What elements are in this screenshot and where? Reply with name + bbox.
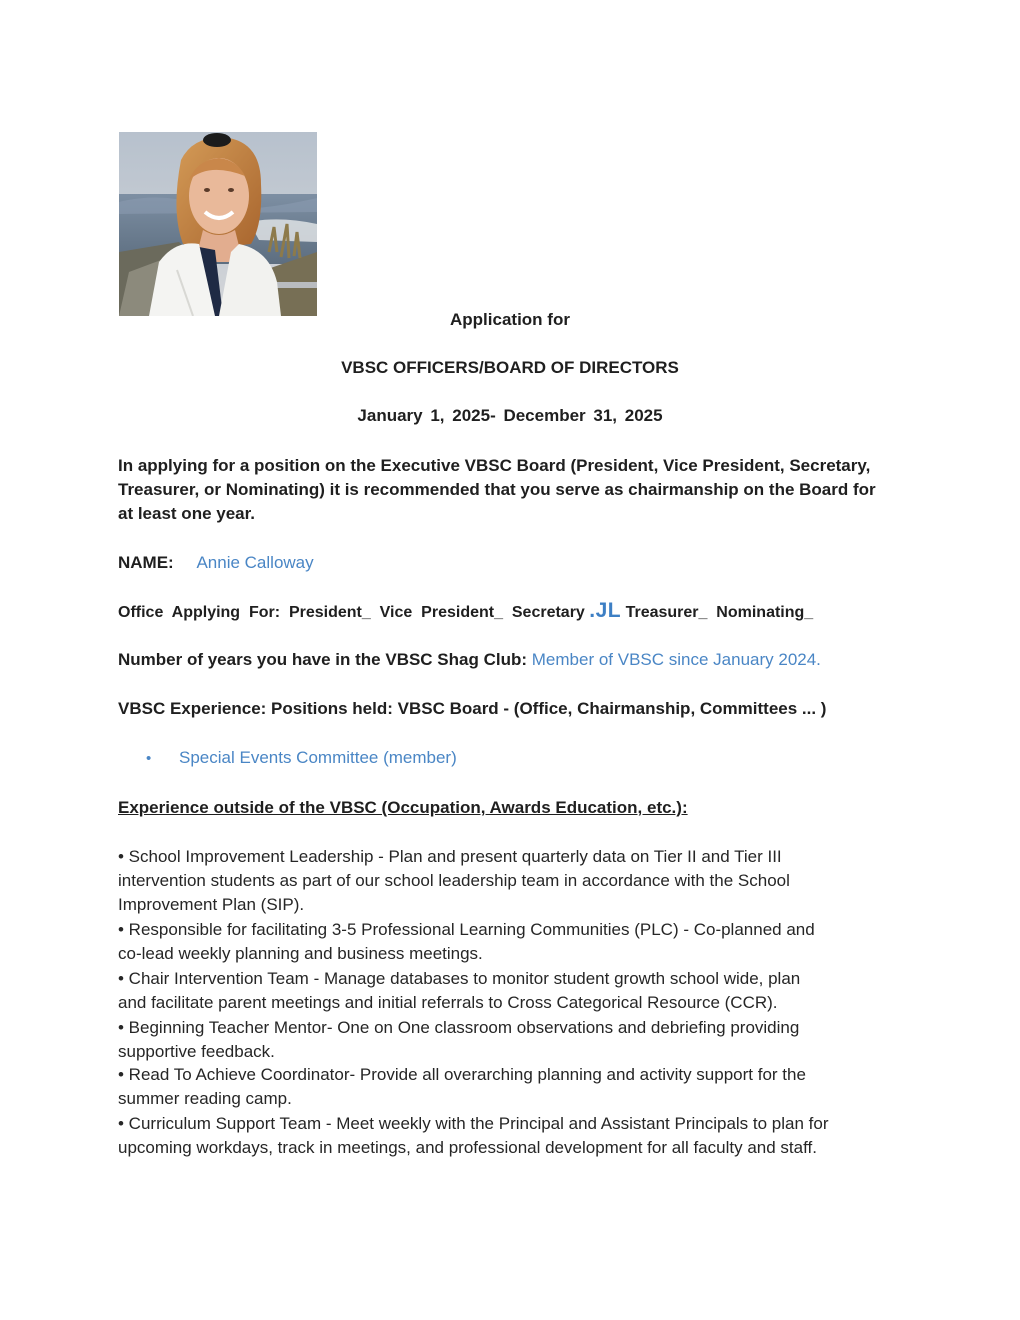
- years-label: Number of years you have in the VBSC Shag Club:: [118, 650, 528, 669]
- applicant-photo: [119, 132, 317, 316]
- outside-line: • Chair Intervention Team - Manage databases to monitor student growth school wide, plan: [118, 969, 801, 988]
- application-title: Application for: [450, 310, 570, 329]
- office-rest: Treasurer_ Nominating_: [625, 604, 814, 621]
- outside-line: upcoming workdays, track in meetings, and professional development for all faculty and staff.: [118, 1138, 817, 1157]
- name-value: Annie Calloway: [196, 553, 314, 572]
- years-row: [118, 648, 898, 672]
- form-heading: VBSC OFFICERS/BOARD OF DIRECTORS: [341, 358, 679, 377]
- outside-line: and facilitate parent meetings and initial referrals to Cross Categorical Resource (CCR).: [118, 993, 778, 1012]
- name-label: NAME:: [118, 553, 174, 572]
- office-row: [118, 599, 898, 625]
- outside-line: intervention students as part of our school leadership team in accordance with the School: [118, 871, 790, 890]
- name-row: [118, 551, 898, 575]
- outside-line: Improvement Plan (SIP).: [118, 895, 305, 914]
- outside-line: supportive feedback.: [118, 1042, 275, 1061]
- vbsc-experience-label: VBSC Experience: Positions held: VBSC Board - (Office, Chairmanship, Committees ... ): [118, 699, 827, 718]
- outside-line: • Beginning Teacher Mentor- One on One classroom observations and debriefing providing: [118, 1018, 800, 1037]
- outside-line: co-lead weekly planning and business meetings.: [118, 944, 483, 963]
- experience-bullet: •: [146, 750, 152, 767]
- secretary-initials: .JL: [589, 599, 622, 622]
- term-dates: January 1, 2025- December 31, 2025: [357, 406, 663, 425]
- office-label: Office Applying For: President_ Vice President_ Secretary: [118, 604, 585, 621]
- intro-paragraph: In applying for a position on the Executive VBSC Board (President, Vice President, Secretary, Treasurer, or Nominating) it is recommended that you serve as chairmanship on the Board for at least one year.: [118, 456, 876, 523]
- experience-item: Special Events Committee (member): [179, 748, 457, 767]
- outside-line: • Read To Achieve Coordinator- Provide all overarching planning and activity support for the: [118, 1065, 806, 1084]
- outside-line: • Responsible for facilitating 3-5 Professional Learning Communities (PLC) - Co-planned and: [118, 920, 815, 939]
- outside-line: • School Improvement Leadership - Plan and present quarterly data on Tier II and Tier III: [118, 847, 782, 866]
- years-value: Member of VBSC since January 2024.: [531, 650, 821, 669]
- outside-line: • Curriculum Support Team - Meet weekly with the Principal and Assistant Principals to plan for: [118, 1114, 829, 1133]
- outside-line: summer reading camp.: [118, 1089, 292, 1108]
- outside-experience-heading: Experience outside of the VBSC (Occupation, Awards Education, etc.):: [118, 798, 688, 817]
